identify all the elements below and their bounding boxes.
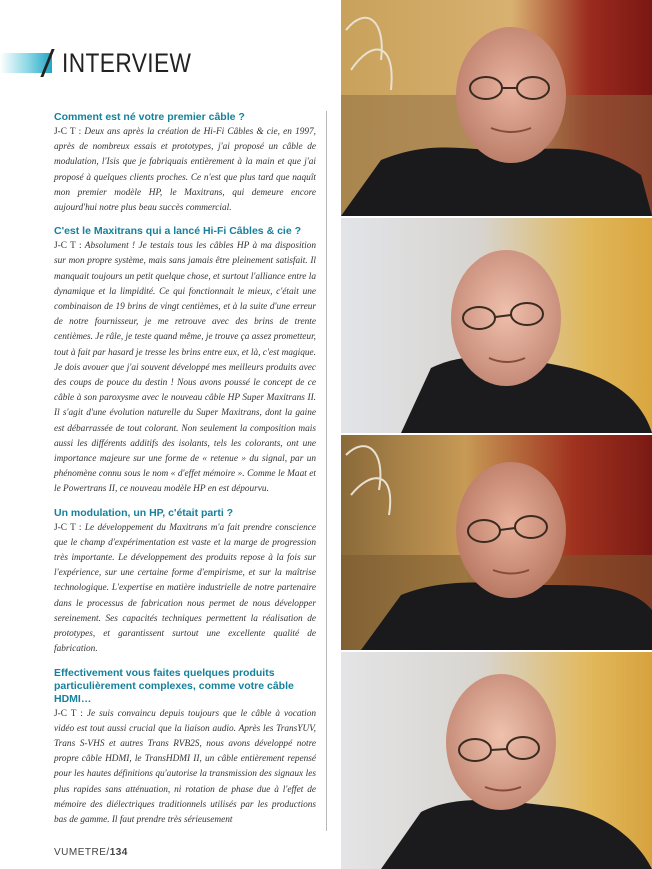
answer-text xyxy=(54,239,316,497)
speaker-label: J-C T : xyxy=(54,522,82,533)
column-divider xyxy=(326,111,327,831)
question-heading: Comment est né votre premier câble ? xyxy=(54,111,245,123)
answer-body: Deux ans après la création de Hi-Fi Câbles & cie, en 1997, après de nombreux essais et prototypes, j'ai proposé un câble de modulation, l'Isis que je fabriquais entièrement à la main et que j'ai proposé à quelques clients proches. Ce n'est que plus tard que naquît mon premier modèle HP, le Maxitrans, qui demeure encore aujourd'hui notre plus beau succès commercial. xyxy=(54,127,316,214)
footer-separator: / xyxy=(106,847,110,858)
section-header xyxy=(0,44,340,78)
speaker-label: J-C T : xyxy=(54,708,83,719)
answer-text xyxy=(54,521,316,658)
answer-body: Je suis convaincu depuis toujours que le câble à vocation vidéo est tout aussi crucial que la liaison audio. Après les TransYUV, Trans S-VHS et autres Trans RVB2S, nous avons développé notre propre câble HDMI, le TransHDMI II, un câble entièrement repensé pour les hautes définitions qu'autorise la transmission des signaux les plus rapides sans atténuation, ni rotation de phase due à l'effet de mémoire des diélectriques traditionnels utilisés par les productions bas de gamme. Il faut prendre très sérieusement xyxy=(54,708,316,825)
speaker-label: J-C T : xyxy=(54,127,82,137)
qa-section xyxy=(54,225,316,497)
portrait-photo-3 xyxy=(341,435,652,650)
question-heading: Effectivement vous faites quelques produits particulièrement complexes, comme votre câble HDMI… xyxy=(54,666,294,705)
answer-text xyxy=(54,707,316,829)
magazine-name: VUMETRE xyxy=(54,847,107,858)
speaker-label: J-C T : xyxy=(54,241,82,252)
question-heading: Un modulation, un HP, c'était parti ? xyxy=(54,506,234,519)
qa-section xyxy=(54,507,316,658)
qa-section xyxy=(54,667,316,829)
answer-body: Le développement du Maxitrans m'a fait prendre conscience que le champ d'expérimentation est vaste et la marge de progression très importante. Le développement des produits repose à la fois sur l'expérience, sur une certaine forme d'empirisme, et sur la maîtrise technologique. L'expertise en matière industrielle de notre partenaire dans le processus de fabrication nous permet de nous développer sereinement. Ses capacités techniques permettent la réalisation de prototypes, et garantissent surtout une excellente qualité de fabrication. xyxy=(54,522,317,655)
portrait-photo-2 xyxy=(341,218,652,433)
question-heading: C'est le Maxitrans qui a lancé Hi-Fi Câbles & cie ? xyxy=(54,225,301,238)
photo-strip xyxy=(341,0,652,869)
article-column xyxy=(54,111,316,837)
answer-text xyxy=(54,125,316,216)
qa-section xyxy=(54,111,316,216)
page-number: 134 xyxy=(109,847,128,858)
answer-body: Absolument ! Je testais tous les câbles HP à ma disposition sur mon propre système, mais sans jamais être pleinement satisfait. Il manquait toujours un petit quelque chose, et surtout l'alliance entre la dynamique et la limpidité. Ce qui fonctionnait le mieux, c'était une combinaison de 19 brins de vingt centièmes, et à la suite d'une erreur de notre fournisseur, je me retrouve avec des brins de trente centièmes. Je râle, je teste quand même, je trouve ça assez prometteur, tout à fait par hasard je tresse les brins entre eux, et là, c'est magique. Je dois avouer que j'ai souvent développé mes meilleurs produits avec des coups de pouce du destin ! Nous avons poussé le concept de ce câble à son paroxysme avec le nouveau câble HP Super Maxitrans II. Il s'agit d'une évolution naturelle du Super Maxitrans, dont la gaine est débarrassée de tout colorant. Non seulement la composition mais aussi les différents additifs des isolants, tels les colorants, ont une importance majeure sur une forme de « retenue » du signal, par un phénomène connu sous le nom « d'effet mémoire ». Comme le Maat et le Powertrans II, ce nouveau modèle HP en est dépourvu. xyxy=(54,241,316,495)
portrait-photo-1 xyxy=(341,0,652,216)
section-title: INTERVIEW xyxy=(62,48,192,78)
portrait-photo-4 xyxy=(341,652,652,869)
page-footer xyxy=(54,847,128,858)
